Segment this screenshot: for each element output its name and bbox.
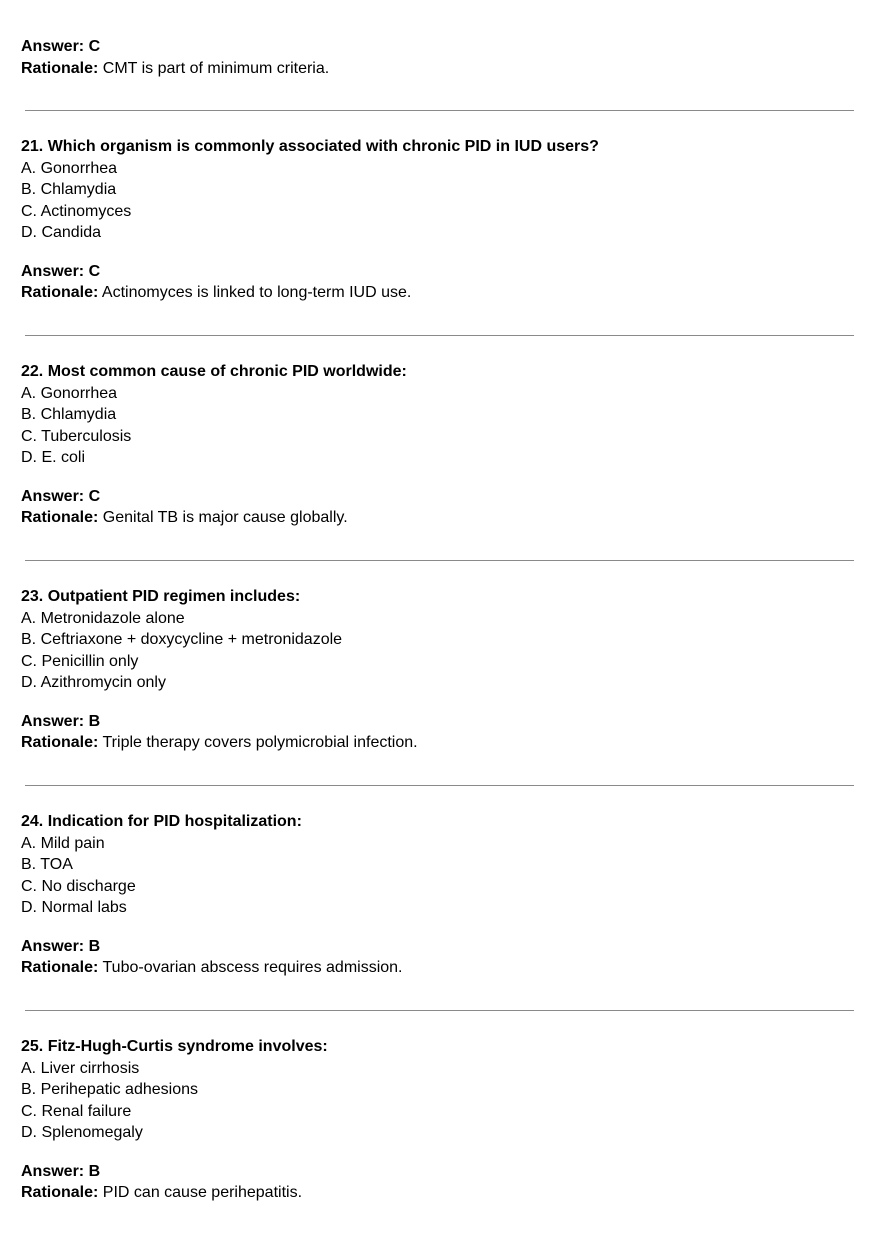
rationale-text: CMT is part of minimum criteria. bbox=[102, 59, 330, 77]
option-a: A. Gonorrhea bbox=[21, 159, 118, 177]
option-a: A. Gonorrhea bbox=[21, 384, 118, 402]
option-d: D. Candida bbox=[21, 224, 102, 241]
answer-label: Answer: bbox=[21, 262, 85, 280]
rationale-label: Rationale: bbox=[21, 284, 99, 301]
option-c: C. Tuberculosis bbox=[21, 427, 132, 445]
answer-line bbox=[21, 1161, 861, 1183]
option-b: B. Chlamydia bbox=[21, 181, 117, 198]
option-c: C. No discharge bbox=[21, 877, 136, 895]
option-c: C. Actinomyces bbox=[21, 202, 132, 220]
option-b: B. Chlamydia bbox=[21, 406, 117, 423]
prev-answer-block bbox=[21, 36, 861, 79]
rationale-line bbox=[21, 732, 861, 754]
divider bbox=[25, 785, 854, 786]
rationale-text: Tubo-ovarian abscess requires admission. bbox=[102, 959, 403, 976]
rationale-line bbox=[21, 282, 861, 304]
rationale-label: Rationale: bbox=[21, 59, 99, 77]
question-block bbox=[21, 136, 861, 304]
question-block bbox=[21, 1036, 861, 1204]
answer-value: C bbox=[88, 38, 101, 55]
answer-line bbox=[21, 486, 861, 508]
divider bbox=[25, 1010, 854, 1011]
option-b: B. Ceftriaxone + doxycycline + metronidazole bbox=[21, 631, 343, 648]
answer-label: Answer: bbox=[21, 1162, 85, 1180]
question-text: 23. Outpatient PID regimen includes: bbox=[21, 588, 301, 605]
question-block bbox=[21, 361, 861, 529]
question-text: 25. Fitz-Hugh-Curtis syndrome involves: bbox=[21, 1038, 328, 1055]
option-a: A. Metronidazole alone bbox=[21, 609, 185, 627]
answer-value: C bbox=[88, 262, 101, 280]
option-b: B. TOA bbox=[21, 856, 73, 873]
answer-value: B bbox=[88, 937, 101, 955]
answer-line bbox=[21, 936, 861, 958]
rationale-label: Rationale: bbox=[21, 959, 99, 976]
answer-line bbox=[21, 711, 861, 733]
answer-label: Answer: bbox=[21, 38, 85, 55]
question-text: 21. Which organism is commonly associated with chronic PID in IUD users? bbox=[21, 138, 599, 155]
answer-value: B bbox=[88, 712, 101, 730]
divider bbox=[25, 335, 854, 336]
question-block bbox=[21, 586, 861, 754]
option-b: B. Perihepatic adhesions bbox=[21, 1081, 198, 1098]
answer-label: Answer: bbox=[21, 712, 85, 730]
option-a: A. Mild pain bbox=[21, 834, 105, 852]
rationale-text: Actinomyces is linked to long-term IUD use. bbox=[101, 284, 412, 301]
option-c: C. Renal failure bbox=[21, 1102, 132, 1120]
option-d: D. E. coli bbox=[21, 449, 86, 466]
divider bbox=[25, 560, 854, 561]
rationale-line bbox=[21, 58, 861, 80]
rationale-text: Genital TB is major cause globally. bbox=[102, 509, 348, 526]
answer-label: Answer: bbox=[21, 487, 85, 505]
option-a: A. Liver cirrhosis bbox=[21, 1059, 140, 1077]
question-text: 24. Indication for PID hospitalization: bbox=[21, 813, 302, 830]
rationale-label: Rationale: bbox=[21, 1184, 99, 1201]
rationale-line bbox=[21, 957, 861, 979]
rationale-text: Triple therapy covers polymicrobial infection. bbox=[102, 734, 418, 751]
answer-line bbox=[21, 36, 861, 58]
question-block bbox=[21, 811, 861, 979]
rationale-label: Rationale: bbox=[21, 734, 99, 751]
option-c: C. Penicillin only bbox=[21, 652, 139, 670]
answer-value: C bbox=[88, 487, 101, 505]
question-text: 22. Most common cause of chronic PID worldwide: bbox=[21, 363, 407, 380]
rationale-label: Rationale: bbox=[21, 509, 99, 526]
option-d: D. Splenomegaly bbox=[21, 1124, 143, 1141]
answer-label: Answer: bbox=[21, 937, 85, 955]
rationale-text: PID can cause perihepatitis. bbox=[102, 1184, 303, 1201]
rationale-line bbox=[21, 1182, 861, 1204]
answer-value: B bbox=[88, 1162, 101, 1180]
option-d: D. Azithromycin only bbox=[21, 674, 166, 691]
rationale-line bbox=[21, 507, 861, 529]
answer-line bbox=[21, 261, 861, 283]
option-d: D. Normal labs bbox=[21, 899, 127, 916]
divider bbox=[25, 110, 854, 111]
